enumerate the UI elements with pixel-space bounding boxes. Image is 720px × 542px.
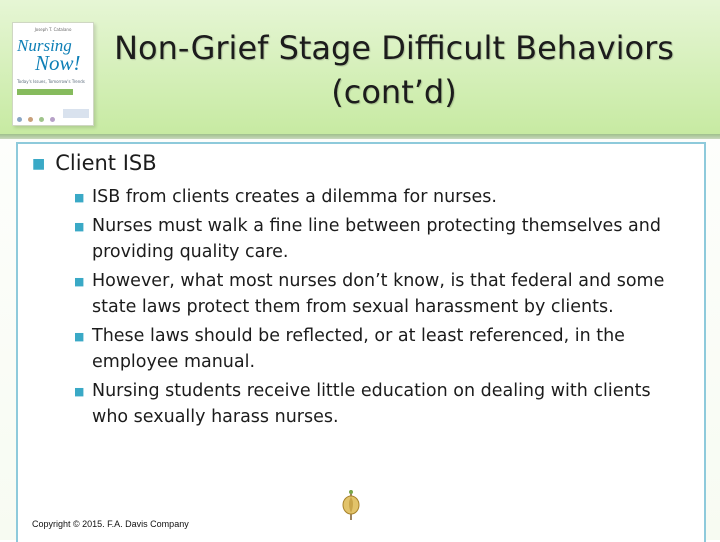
publisher-logo <box>63 109 89 118</box>
cover-title-line1: Nursing <box>17 36 72 55</box>
cover-photos <box>17 107 56 126</box>
cover-photo <box>17 117 22 122</box>
sub-bullet-text: However, what most nurses don’t know, is that federal and some state laws protect them from sexual harassment by clients. <box>92 271 665 317</box>
cover-title-line2: Now! <box>35 51 81 75</box>
sub-bullet-text: Nurses must walk a fine line between protecting themselves and providing quality care. <box>92 216 661 262</box>
slide-title <box>104 26 684 114</box>
sub-bullet-list <box>74 184 684 433</box>
leaf-logo-icon <box>340 488 362 526</box>
cover-photo <box>28 117 33 122</box>
sub-bullet <box>74 184 684 210</box>
sub-bullet <box>74 323 684 375</box>
book-cover-image <box>12 22 94 126</box>
cover-photo <box>39 117 44 122</box>
square-bullet-icon: ■ <box>74 385 85 398</box>
square-bullet-icon: ■ <box>74 220 85 233</box>
cover-photo <box>50 117 55 122</box>
cover-author: Joseph T. Catalano <box>34 27 72 32</box>
content-box <box>16 142 706 542</box>
sub-bullet-text: Nursing students receive little education on dealing with clients who sexually harass nurses. <box>92 381 651 427</box>
main-bullet <box>32 151 157 175</box>
square-bullet-icon: ■ <box>74 330 85 343</box>
main-bullet-text: Client ISB <box>55 151 157 175</box>
title-line-1: Non-Grief Stage Difficult Behaviors <box>114 29 674 67</box>
sub-bullet <box>74 378 684 430</box>
title-line-2: (cont’d) <box>331 73 457 111</box>
square-bullet-icon: ■ <box>74 275 85 288</box>
header-divider <box>0 134 720 139</box>
copyright-text: Copyright © 2015. F.A. Davis Company <box>32 519 189 529</box>
sub-bullet <box>74 268 684 320</box>
square-bullet-icon: ■ <box>74 191 85 204</box>
cover-subtitle: Today's Issues, Tomorrow's Trends <box>17 79 85 84</box>
cover-edition-band <box>17 89 73 95</box>
sub-bullet-text: These laws should be reflected, or at least referenced, in the employee manual. <box>92 326 625 372</box>
sub-bullet-text: ISB from clients creates a dilemma for nurses. <box>92 187 497 207</box>
square-bullet-icon: ■ <box>32 156 46 172</box>
sub-bullet <box>74 213 684 265</box>
